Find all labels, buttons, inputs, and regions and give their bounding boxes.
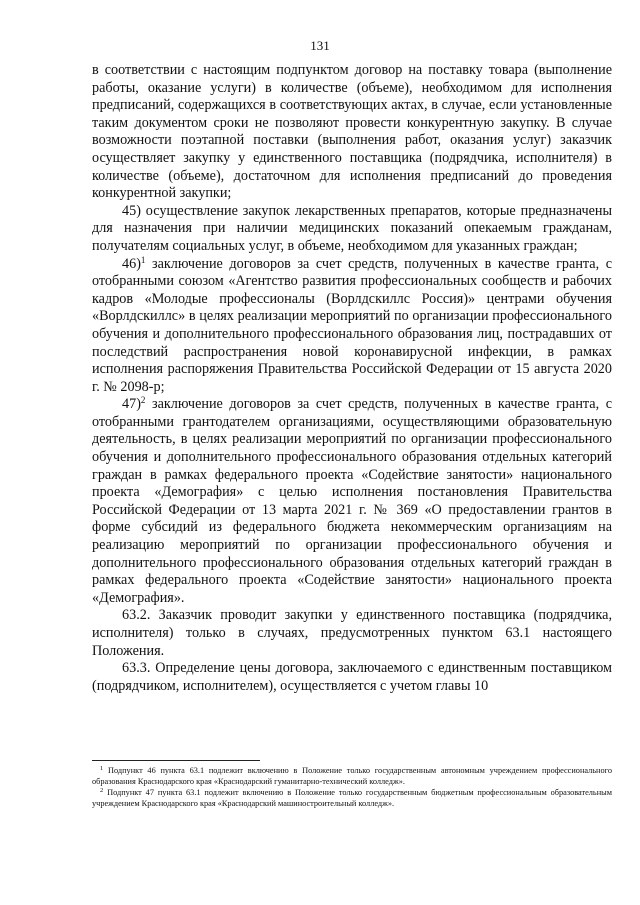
- footnote-divider: [92, 760, 260, 761]
- item-text: заключение договоров за счет средств, полученных в качестве гранта, с отобранными союзом «Агентство развития профессиональных сообществ и рабочих кадров «Молодые профессионалы (Ворлдскиллс Россия)» центрами обучения «Ворлдскиллс» в целях реализации мероприятий по организации профессионального обучения и дополнительного профессионального образования лиц, пострадавших от последствий распространения новой коронавирусной инфекции, в рамках исполнения распоряжения Правительства Российской Федерации от 15 августа 2020 г. № 2098-р;: [92, 255, 612, 395]
- paragraph-continuation: в соответствии с настоящим подпунктом договор на поставку товара (выполнение работы, оказание услуги) в количестве (объеме), необходимом для исполнения предписаний, содержащихся в соответствующих актах, в случае, если установленные таким документом сроки не позволяют провести конкурентную закупку. В случае возможности поэтапной поставки (выполнения работ, оказания услуг) заказчик осуществляет закупку у единственного поставщика (подрядчика, исполнителя) в количестве (объеме), достаточном для исполнения предписаний до проведения конкурентной закупки;: [92, 62, 612, 202]
- footnote-mark: 2: [100, 787, 104, 794]
- footnote-reference: 1: [140, 254, 146, 265]
- paragraph-item-45: 45) осуществление закупок лекарственных препаратов, которые предназначены для назначения при наличии медицинских показаний опекаемым гражданам, получателям социальных услуг, в объеме, необходимом для указанных граждан;: [92, 202, 612, 254]
- paragraph-63-3: 63.3. Определение цены договора, заключаемого с единственным поставщиком (подрядчиком, исполнителем), осуществляется с учетом главы 10: [92, 660, 612, 694]
- footnote: [92, 787, 612, 809]
- paragraph-63-2: 63.2. Заказчик проводит закупки у единственного поставщика (подрядчика, исполнителя) только в случаях, предусмотренных пунктом 63.1 настоящего Положения.: [92, 607, 612, 659]
- item-number: 46): [122, 255, 141, 272]
- page-number: 131: [310, 38, 330, 53]
- footnote-reference: 2: [140, 395, 146, 406]
- paragraph-item-46: [92, 256, 612, 397]
- body-text: [92, 62, 612, 695]
- footnotes: [92, 765, 612, 809]
- item-text: заключение договоров за счет средств, полученных в качестве гранта, с отобранными грантодателем организациями, осуществляющими образовательную деятельность, в целях реализации мероприятий по организации профессионального обучения и дополнительного профессионального образования отдельных категорий граждан в рамках федерального проекта «Содействие занятости» национального проекта «Демография» с целью исполнения постановления Правительства Российской Федерации от 13 марта 2021 г. № 369 «О предоставлении грантов в форме субсидий из федерального бюджета некоммерческим организациям на реализацию мероприятий по организации профессионального обучения и дополнительного профессионального образования отдельных категорий граждан в рамках федерального проекта «Содействие занятости» национального проекта «Демография».: [92, 396, 612, 606]
- paragraph-item-47: [92, 396, 612, 607]
- footnote: [92, 765, 612, 787]
- footnote-text: Подпункт 46 пункта 63.1 подлежит включению в Положение только государственным автономным учреждением профессионального образования Краснодарского края «Краснодарский гуманитарно-технический колледж».: [92, 766, 612, 786]
- footnote-mark: 1: [100, 765, 104, 772]
- item-number: 47): [122, 396, 141, 413]
- footnote-text: Подпункт 47 пункта 63.1 подлежит включению в Положение только государственным бюджетным профессиональным образовательным учреждением Краснодарского края «Краснодарский машиностроительный колледж».: [92, 788, 612, 808]
